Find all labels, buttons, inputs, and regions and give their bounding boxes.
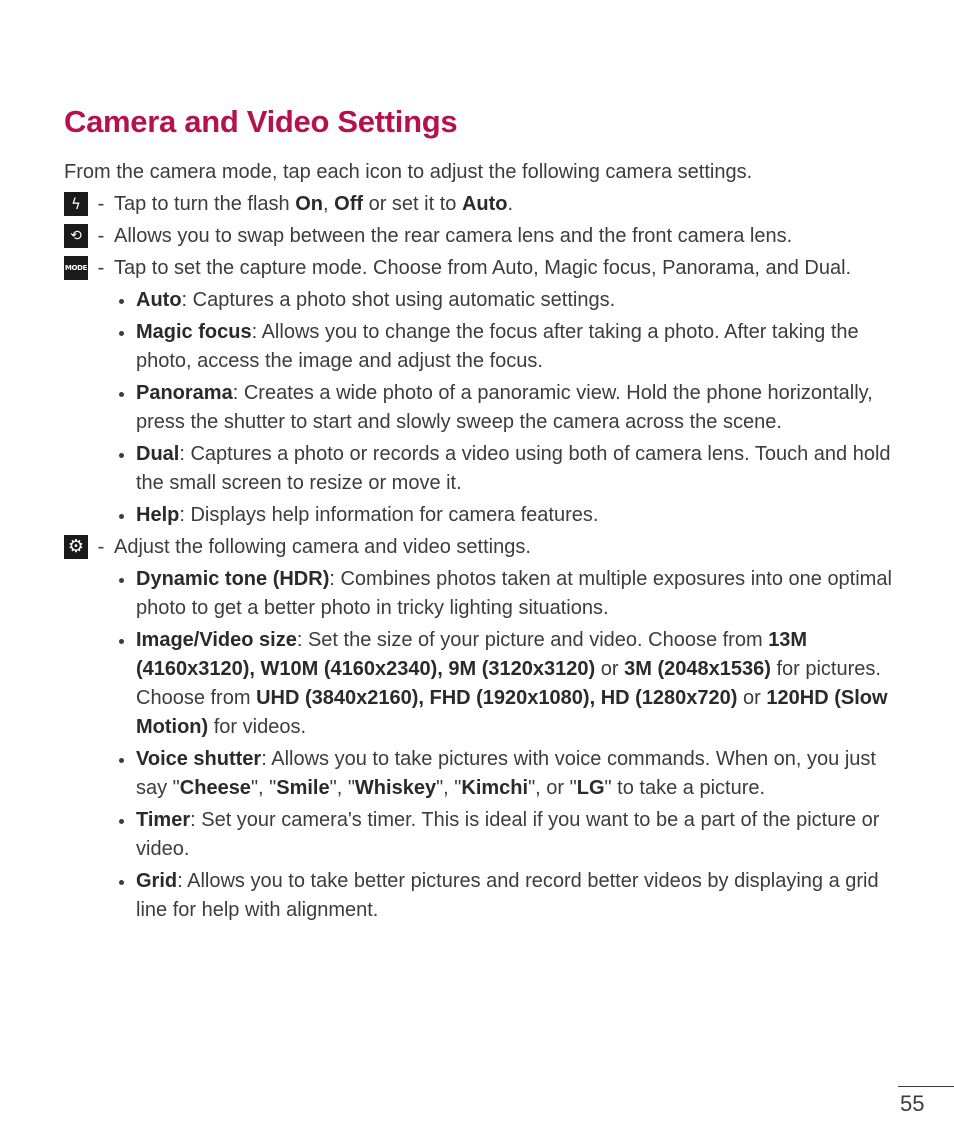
intro-text: From the camera mode, tap each icon to adjust the following camera settings. [64, 161, 753, 183]
term: Dual [136, 443, 180, 465]
term: Magic focus [136, 321, 252, 343]
colon: : [181, 289, 188, 311]
voice-word: Smile [276, 777, 330, 799]
separator: ", " [436, 777, 462, 799]
mode-list [64, 286, 900, 530]
list-item-image-video-size [116, 626, 900, 742]
desc: Captures a photo shot using automatic settings. [192, 289, 616, 311]
flash-off-term: Off [334, 193, 364, 215]
separator: ", or " [528, 777, 577, 799]
colon: : [179, 443, 185, 465]
dash: - [97, 257, 105, 279]
or: or [600, 658, 619, 680]
voice-word: Kimchi [461, 777, 529, 799]
term: Auto [136, 289, 182, 311]
voice-word: Whiskey [354, 777, 437, 799]
desc: Displays help information for camera features. [190, 504, 599, 526]
colon: : [329, 568, 335, 590]
flash-icon: ϟ [64, 192, 88, 216]
gear-icon: ⚙ [64, 535, 88, 559]
list-item-magic-focus [116, 318, 900, 376]
colon: : [296, 629, 303, 651]
voice-word: LG [576, 777, 605, 799]
desc: for videos. [213, 716, 307, 738]
mode-row [64, 254, 900, 283]
page-title: Camera and Video Settings [64, 104, 458, 139]
period: . [507, 193, 514, 215]
settings-content [64, 158, 900, 928]
video-sizes: UHD (3840x2160), FHD (1920x1080), HD (1280x720) [256, 687, 738, 709]
voice-word: Cheese [179, 777, 251, 799]
page-number-text: 55 [900, 1091, 925, 1116]
term: Voice shutter [136, 748, 262, 770]
desc: Combines photos taken at multiple exposures into one optimal photo to get a better photo in tricky lighting situations. [136, 568, 892, 619]
list-item-timer [116, 806, 900, 864]
desc: " to take a picture. [604, 777, 766, 799]
settings-description: Adjust the following camera and video settings. [114, 536, 531, 558]
settings-list [64, 565, 900, 925]
list-item-help [116, 501, 900, 530]
term: Image/Video size [136, 629, 297, 651]
list-item-hdr [116, 565, 900, 623]
list-item-auto [116, 286, 900, 315]
term: Timer [136, 809, 191, 831]
desc: Allows you to change the focus after taking a photo. After taking the photo, access the image and adjust the focus. [136, 321, 859, 372]
flash-row [64, 190, 900, 219]
desc: Set your camera's timer. This is ideal if you want to be a part of the picture or video. [136, 809, 880, 860]
desc: Creates a wide photo of a panoramic view. Hold the phone horizontally, press the shutter to start and slowly sweep the camera across the scene. [136, 382, 873, 433]
colon: : [251, 321, 258, 343]
mode-icon-label: MODE [64, 263, 88, 272]
list-item-dual [116, 440, 900, 498]
colon: : [261, 748, 267, 770]
mode-icon [64, 256, 88, 280]
mode-description: Tap to set the capture mode. Choose from Auto, Magic focus, Panorama, and Dual. [114, 257, 852, 279]
desc: for pictures. Choose from [136, 658, 881, 709]
settings-row [64, 533, 900, 562]
colon: : [179, 504, 185, 526]
page-number [898, 1086, 954, 1117]
dash: - [97, 225, 105, 247]
swap-camera-description: Allows you to swap between the rear camera lens and the front camera lens. [114, 225, 793, 247]
desc: Allows you to take pictures with voice commands. When on, you just say " [136, 748, 876, 799]
text: or set it to [368, 193, 457, 215]
flash-description [114, 190, 900, 219]
dash: - [97, 193, 105, 215]
term: Help [136, 504, 180, 526]
separator: ", " [329, 777, 355, 799]
list-item-panorama [116, 379, 900, 437]
list-item-grid [116, 867, 900, 925]
text: Tap to turn the flash [114, 193, 290, 215]
separator: ", " [250, 777, 277, 799]
video-size: 120HD (Slow Motion) [136, 687, 888, 738]
picture-size: 3M (2048x1536) [624, 658, 771, 680]
picture-sizes: 13M (4160x3120), W10M (4160x2340), 9M (3120x3120) [136, 629, 808, 680]
term: Grid [136, 870, 178, 892]
or: or [743, 687, 761, 709]
swap-camera-icon: ⟲ [64, 224, 88, 248]
desc: Set the size of your picture and video. Choose from [307, 629, 763, 651]
swap-camera-row [64, 222, 900, 251]
term: Panorama [136, 382, 233, 404]
colon: : [232, 382, 239, 404]
desc: Captures a photo or records a video using both of camera lens. Touch and hold the small screen to resize or move it. [136, 443, 891, 494]
dash: - [97, 536, 105, 558]
list-item-voice-shutter [116, 745, 900, 803]
colon: : [190, 809, 196, 831]
desc: Allows you to take better pictures and record better videos by displaying a grid line for help with alignment. [136, 870, 879, 921]
flash-on-term: On [295, 193, 324, 215]
colon: : [177, 870, 183, 892]
comma: , [323, 193, 329, 215]
term: Dynamic tone (HDR) [136, 568, 330, 590]
flash-auto-term: Auto [461, 193, 508, 215]
